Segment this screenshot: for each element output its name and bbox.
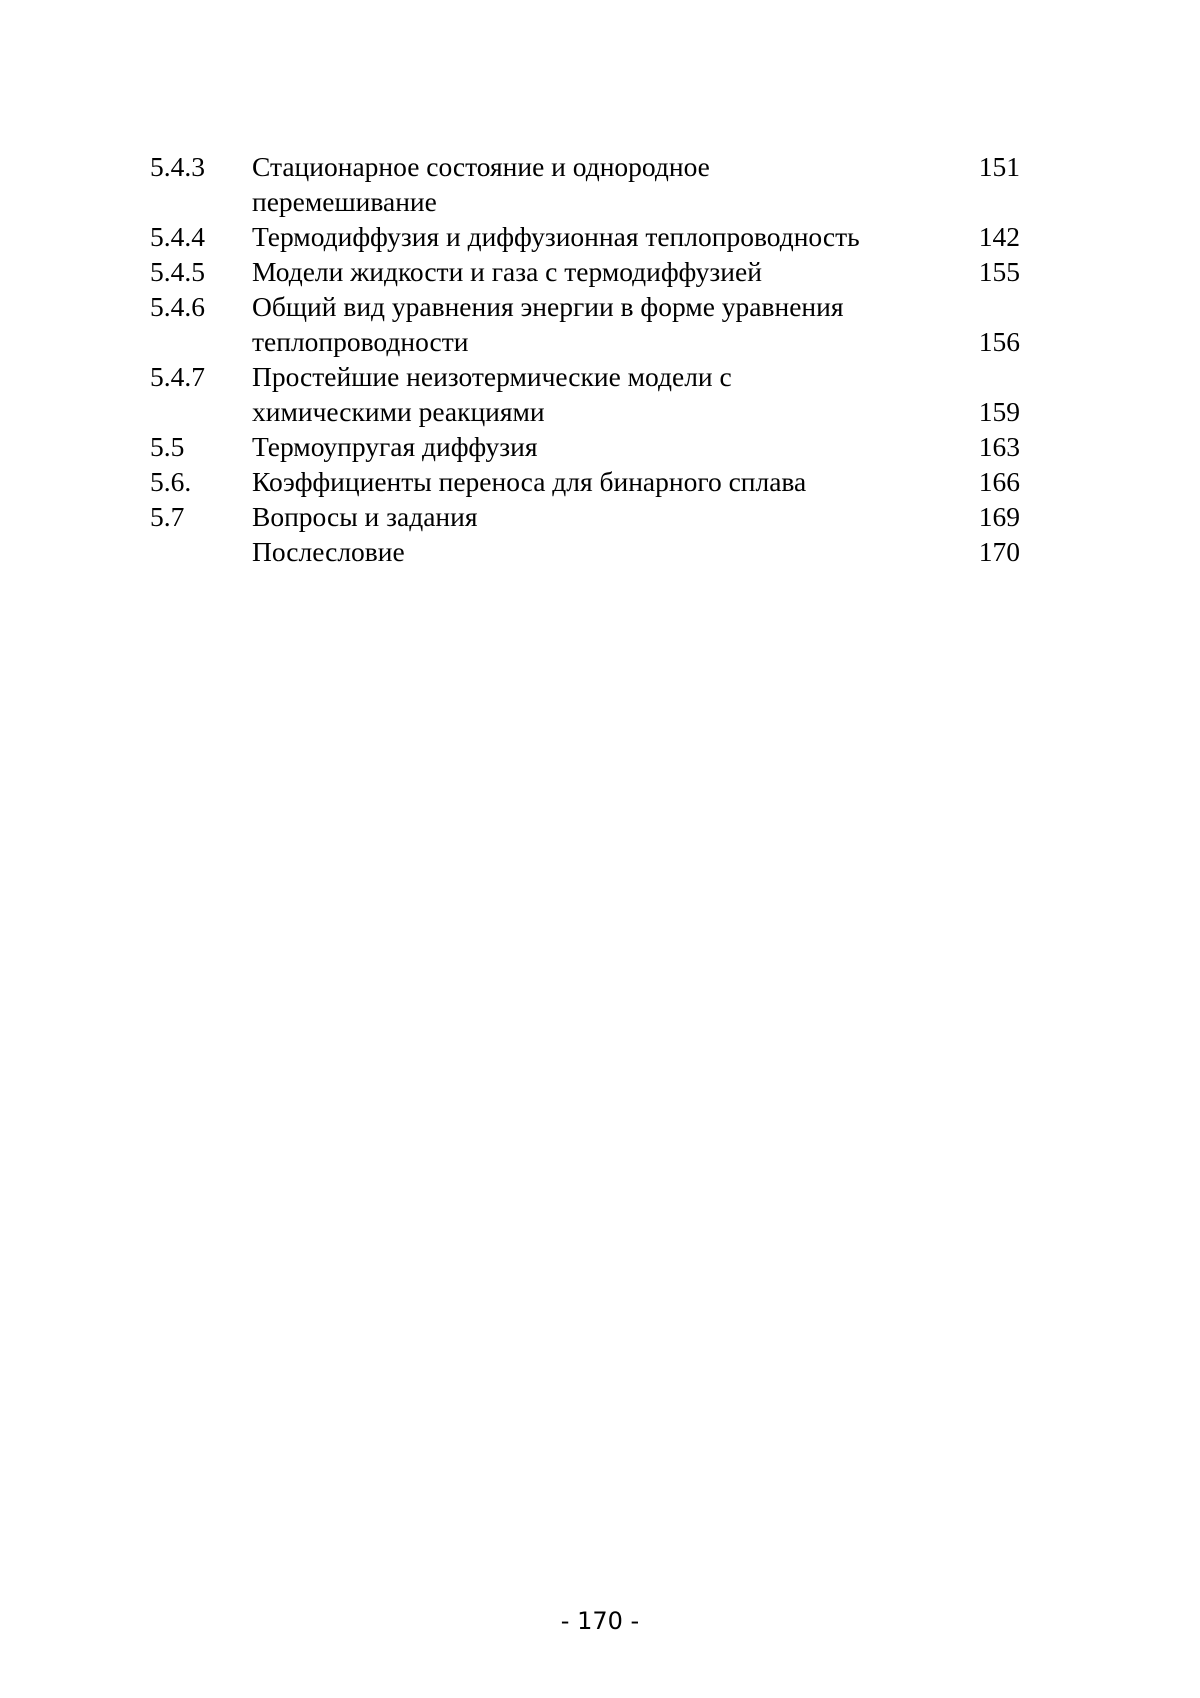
toc-entry-title-line: Коэффициенты переноса для бинарного сплава — [252, 466, 807, 497]
toc-entry — [150, 429, 1020, 464]
toc-entry-page: 166 — [978, 466, 1020, 497]
toc-entry-number: 5.4.3 — [150, 151, 205, 182]
toc-entry-title — [252, 359, 936, 429]
toc-entry-title-line: Вопросы и задания — [252, 501, 478, 532]
toc-entry-number: 5.4.7 — [150, 361, 205, 392]
toc-entry-title-line: Стационарное состояние и однородное — [252, 151, 710, 182]
toc-entry-number: 5.7 — [150, 501, 185, 532]
toc-entry-number: 5.6. — [150, 466, 192, 497]
toc-entry-number: 5.4.6 — [150, 291, 205, 322]
toc-entry-title-line: Термодиффузия и диффузионная теплопроводность — [252, 221, 860, 252]
toc-entry-title-line: перемешивание — [252, 186, 437, 217]
toc-entry-page: 151 — [978, 151, 1020, 182]
toc-entry-title-line: Термоупругая диффузия — [252, 431, 538, 462]
toc-entry-number: 5.4.4 — [150, 221, 205, 252]
toc-entry-title-line: Общий вид уравнения энергии в форме уравнения — [252, 291, 844, 322]
table-of-contents — [150, 149, 1020, 569]
toc-entry-title-line: теплопроводности — [252, 326, 469, 357]
toc-entry-title-line: Послесловие — [252, 536, 405, 567]
toc-entry-title — [252, 499, 936, 534]
toc-entry-page: 169 — [978, 501, 1020, 532]
toc-entry-title-line: Простейшие неизотермические модели с — [252, 361, 732, 392]
toc-entry-page: 156 — [978, 326, 1020, 357]
toc-entry-title — [252, 429, 936, 464]
toc-entry — [150, 464, 1020, 499]
toc-entry-page: 163 — [978, 431, 1020, 462]
toc-entry-page: 159 — [978, 396, 1020, 427]
toc-entry-number: 5.5 — [150, 431, 185, 462]
toc-entry-page: 155 — [978, 256, 1020, 287]
toc-entry-title — [252, 254, 936, 289]
toc-entry — [150, 289, 1020, 359]
toc-entry-title — [252, 219, 936, 254]
toc-entry-number: 5.4.5 — [150, 256, 205, 287]
toc-entry-title — [252, 149, 936, 219]
toc-entry-page: 170 — [978, 536, 1020, 567]
toc-entry — [150, 254, 1020, 289]
toc-entry — [150, 499, 1020, 534]
toc-entry — [150, 359, 1020, 429]
toc-entry-title — [252, 534, 936, 569]
toc-entry-title — [252, 464, 936, 499]
toc-entry-page: 142 — [978, 221, 1020, 252]
toc-entry — [150, 534, 1020, 569]
toc-entry — [150, 219, 1020, 254]
page-number: - 170 - — [560, 1607, 640, 1635]
toc-entry — [150, 149, 1020, 219]
toc-entry-title-line: химическими реакциями — [252, 396, 545, 427]
toc-entry-title — [252, 289, 936, 359]
toc-entry-title-line: Модели жидкости и газа с термодиффузией — [252, 256, 762, 287]
